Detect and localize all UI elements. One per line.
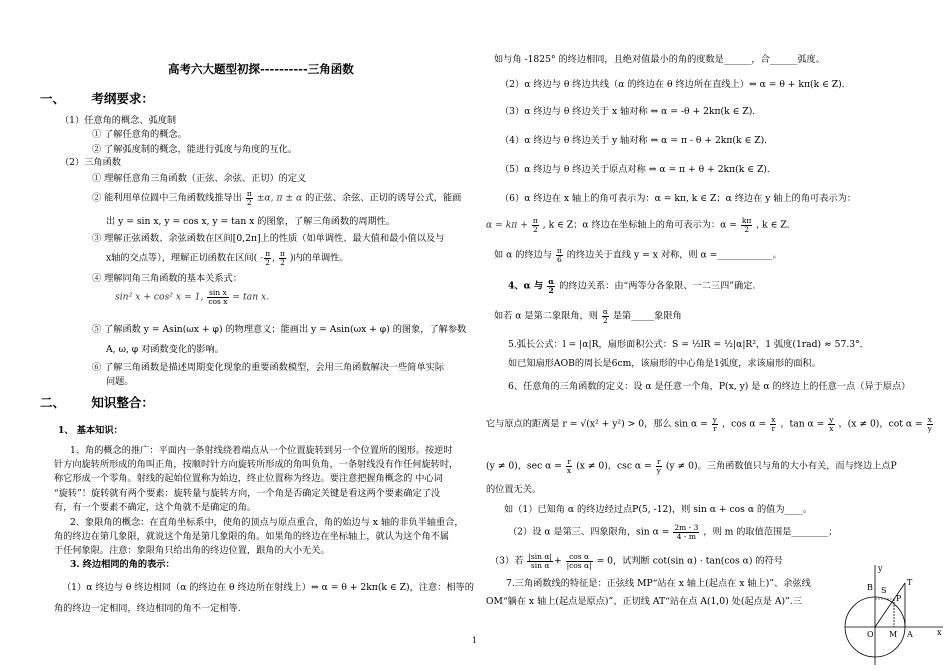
req2-item-2-line-2: 出 y = sin x, y = cos x, y = tan x 的图象，了解三角函数的周期性。 [106, 216, 396, 227]
req2-item-1: ① 理解任意角三角函数（正弦、余弦、正切）的定义 [92, 173, 307, 184]
req2-item-3-lead: x轴的交点等），理解正切函数在区间( [106, 252, 258, 264]
arc-length-formula: 5.弧长公式：l = |α|R，扇形面积公式：S = ½lR = ½|α|R²，1 弧度(1rad) ≈ 57.3°． [508, 339, 869, 350]
terminal-ray [875, 583, 905, 627]
rule-6-line-1: （6）α 终边在 x 轴上的角可表示为：α = kπ, k ∈ Z；α 终边在 y 轴上的角可表示为： [500, 193, 856, 204]
example-sign-judgement: （3）若 $\frac{\text{|sin α|}}{\text{sin α}}$ + $\frac{\text{cos α}}{\text{|cos α|}}$ = 0，试判断 cot(sin α) · tan(cos α) 的符号 [490, 552, 783, 570]
para-1-line-1: 1、角的概念的推广：平面内一条射线绕着端点从一个位置旋转到另一个位置所的图形。按逆时 [70, 445, 453, 456]
fraction-r-over-x: $\frac{r}{x}$ [566, 457, 572, 475]
para-1-line-2: 针方向旋转所形成的角叫正角，按顺时针方向旋转所形成的角叫负角，一条射线没有作任何旋转时， [54, 459, 459, 470]
fraction-abs-sin: $\frac{\text{|sin α|}}{\text{sin α}}$ [528, 552, 552, 570]
para-3-item-1-line-1: （1）α 终边与 θ 终边相同（α 的终边在 θ 终边所在射线上）⇔ α = θ + 2kπ(k ∈ Z)，注意：相等的 [62, 582, 474, 593]
example-third-fourth-quadrant: （2）设 α 是第三、四象限角，sin α = $\frac{2m - 3}{4 - m}$ ，则 m 的取值范围是________； [508, 523, 838, 541]
req2-item-2-lead: ② 能利用单位圆中三角函数线推导出 [92, 192, 242, 204]
rule-4-y-axis: （4）α 终边与 θ 终边关于 y 轴对称 ⇔ α = π - θ + 2kπ(k ∈ Z)． [500, 135, 774, 146]
req1-item-1: ① 了解任意角的概念。 [92, 129, 187, 140]
label-x: x [937, 628, 942, 637]
example-symmetric-yx: 如 α 的终边与 $\frac{\pi}{6}$ 的终边关于直线 y = x 对称，则 α =____________。 [494, 246, 782, 264]
fraction-pi-over-2: $\frac{\pi}{2}$ [246, 189, 252, 207]
para-1-line-3: 称它形成一个零角。射线的起始位置称为始边，终止位置称为终边。要注意把握角概念的 中心词 [54, 473, 443, 484]
section-1-number: 一、 [40, 91, 66, 106]
para-1-line-4: “旋转”！旋转就有两个要素：旋转量与旋转方向，一个角是否确定关键是看这两个要素确定了没 [54, 488, 441, 499]
label-m: M [889, 630, 898, 639]
req2-item-6-line-1: ⑥ 了解三角函数是描述周期变化现象的重要函数模型，会用三角函数解决一些简单实际 [92, 362, 445, 373]
label-t: T [907, 578, 913, 587]
example-1825: 如与角 -1825° 的终边相同，且绝对值最小的角的度数是______，合______弧度。 [494, 54, 825, 65]
rule-6-line-2: α = kπ + $\frac{\pi}{2}$ , k ∈ Z；α 终边在坐标轴上的角可表示为：α = $\frac{k\pi}{2}$ , k ∈ Z． [486, 216, 796, 234]
label-y: y [878, 564, 883, 573]
fraction-x-over-y: $\frac{x}{y}$ [927, 415, 932, 433]
page-number: 1 [472, 636, 478, 645]
label-a: A [907, 630, 913, 639]
trig-definition: 6、任意角的三角函数的定义：设 α 是任意一个角，P(x, y) 是 α 的终边上的任意一点（异于原点） [508, 381, 911, 392]
label-b: B [867, 583, 873, 592]
example-sector: 如已知扇形AOB的周长是6cm，该扇形的中心角是1弧度，求该扇形的面积。 [508, 358, 821, 369]
fraction-cos-abs: $\frac{\text{cos α}}{\text{|cos α|}}$ [566, 552, 592, 570]
trig-definition-line-2: 它与原点的距离是 r = √(x² + y²) > 0，那么 sin α = $\frac{y}{r}$ ，cos α = $\frac{x}{r}$ ，tan α = $\frac{y}{x}$ ，(x ≠ 0)，cot α = $\frac{x}{y}$ [486, 415, 932, 433]
fraction-kpi-over-2: $\frac{k\pi}{2}$ [741, 216, 752, 234]
basic-knowledge-heading: 1、 基本知识： [58, 425, 123, 436]
label-o: O [867, 630, 874, 639]
trig-lines-line-2: OM“躺在 x 轴上(起点是原点)”、正切线 AT“站在点 A(1,0) 处(起点是 A)”.三 [486, 596, 802, 607]
req2-item-2-line-1 [92, 190, 461, 206]
req2-item-5-line-2: A, ω, φ 对函数变化的影响。 [106, 344, 224, 355]
req2-item-5-line-1: ⑤ 了解函数 y = Asin(ωx + φ) 的物理意义；能画出 y = Asin(ωx + φ) 的图象，了解参数 [92, 324, 467, 335]
identity-formula: sin² x + cos² x = 1, $\frac{\text{sin x}}{\text{cos x}}$ = tan x. [115, 288, 270, 306]
req2-item-3-tail: )内的单调性。 [289, 252, 349, 264]
para-2-line-1: 2、象限角的概念：在直角坐标系中，使角的顶点与原点重合，角的始边与 x 轴的非负半轴重合， [70, 517, 464, 528]
section-1-label: 考纲要求： [91, 91, 154, 106]
fraction-x-over-r: $\frac{x}{r}$ [771, 415, 776, 433]
req2-heading: （2）三角函数 [60, 157, 121, 168]
fraction-alpha-over-2: $\frac{\alpha}{2}$ [548, 277, 555, 295]
req1-item-2: ② 了解弧度制的概念，能进行弧度与角度的互化。 [92, 144, 298, 155]
fraction-sin-over-cos: $\frac{\text{sin x}}{\text{cos x}}$ [208, 288, 228, 306]
label-p: P [896, 594, 902, 603]
rule-2-collinear: （2）α 终边与 θ 终边共线（α 的终边在 θ 终边所在直线上）⇔ α = θ + kπ(k ∈ Z)． [500, 79, 851, 90]
section-2-label: 知识整合： [91, 395, 154, 410]
para-3-heading: 3. 终边相同的角的表示： [70, 559, 175, 570]
rule-5-origin: （5）α 终边与 θ 终边关于原点对称 ⇔ α = π + θ + 2kπ(k ∈ Z)． [500, 164, 777, 175]
example-second-quadrant: 如若 α 是第二象限角，则 $\frac{\alpha}{2}$ 是第_____象限角 [494, 307, 682, 325]
label-s: S [881, 586, 887, 595]
section-2-number: 二、 [40, 395, 66, 410]
req2-item-3-line-1: ③ 理解正弦函数、余弦函数在区间[0,2π]上的性质（如单调性、最大值和最小值以及与 [92, 233, 445, 244]
rule-3-x-axis: （3）α 终边与 θ 终边关于 x 轴对称 ⇔ α = -θ + 2kπ(k ∈ Z)． [500, 106, 762, 117]
fraction-pi-over-2-c: $\frac{\pi}{2}$ [532, 216, 538, 234]
section-1-heading [40, 91, 154, 106]
fraction-r-over-y: $\frac{r}{y}$ [656, 457, 661, 475]
fraction-pi-over-2-b: $\frac{\pi}{2}$ [279, 249, 285, 267]
para-2-line-3: 于任何象限。注意：象限角只给出角的终边位置，跟角的大小无关。 [54, 545, 330, 556]
fraction-minus-pi-over-2: $\frac{\pi}{2}$ [265, 249, 271, 267]
section-2-heading [40, 395, 154, 410]
para-1-line-5: 有，有一个要素不确定，这个角就不是确定的角。 [54, 502, 257, 513]
fraction-y-over-r: $\frac{y}{r}$ [712, 415, 718, 433]
req2-item-2-tail: 的正弦、余弦、正切的诱导公式，能画 [305, 192, 462, 204]
trig-definition-line-4: 的位置无关。 [486, 484, 542, 495]
fraction-pi-over-6: $\frac{\pi}{6}$ [556, 246, 562, 264]
req2-item-4: ④ 理解同角三角函数的基本关系式： [92, 273, 242, 284]
trig-definition-line-3: (y ≠ 0)，sec α = $\frac{r}{x}$ (x ≠ 0)，csc α = $\frac{r}{y}$ (y ≠ 0)。三角函数值只与角的大小有关，而与终边上点P [486, 457, 897, 475]
para-2-line-2: 角的终边在第几象限，就说这个角是第几象限的角。如果角的终边在坐标轴上，就认为这个角不属 [54, 531, 450, 542]
half-angle-rule: 4、α 与 $\frac{\alpha}{2}$ 的终边关系：由“两等分各象限、一二三四”确定. [508, 277, 756, 295]
para-3-item-1-line-2: 角的终边一定相同，终边相同的角不一定相等. [54, 603, 241, 614]
trig-lines-line-1: 7.三角函数线的特征是：正弦线 MP“站在 x 轴上(起点在 x 轴上)”、余弦线 [506, 578, 811, 589]
req1-heading: （1）任意角的概念、弧度制 [60, 115, 177, 126]
fraction-alpha-over-2-b: $\frac{\alpha}{2}$ [602, 307, 608, 325]
fraction-y-over-x: $\frac{y}{x}$ [829, 415, 834, 433]
unit-circle-diagram [841, 563, 946, 668]
page-title: 高考六大题型初探----------三角函数 [168, 62, 354, 76]
example-point-p: 如（1）已知角 α 的终边经过点P(5, -12)，则 sin α + cos α 的值为____。 [504, 504, 813, 515]
req2-item-3-line-2: x轴的交点等），理解正切函数在区间( - $\frac{\pi}{2}$ , $\frac{\pi}{2}$ )内的单调性。 [106, 249, 349, 267]
fraction-m: $\frac{2m - 3}{4 - m}$ [674, 523, 699, 541]
formula-symbol: ±α, π ± α [256, 192, 303, 204]
req2-item-6-line-2: 问题。 [106, 376, 134, 387]
